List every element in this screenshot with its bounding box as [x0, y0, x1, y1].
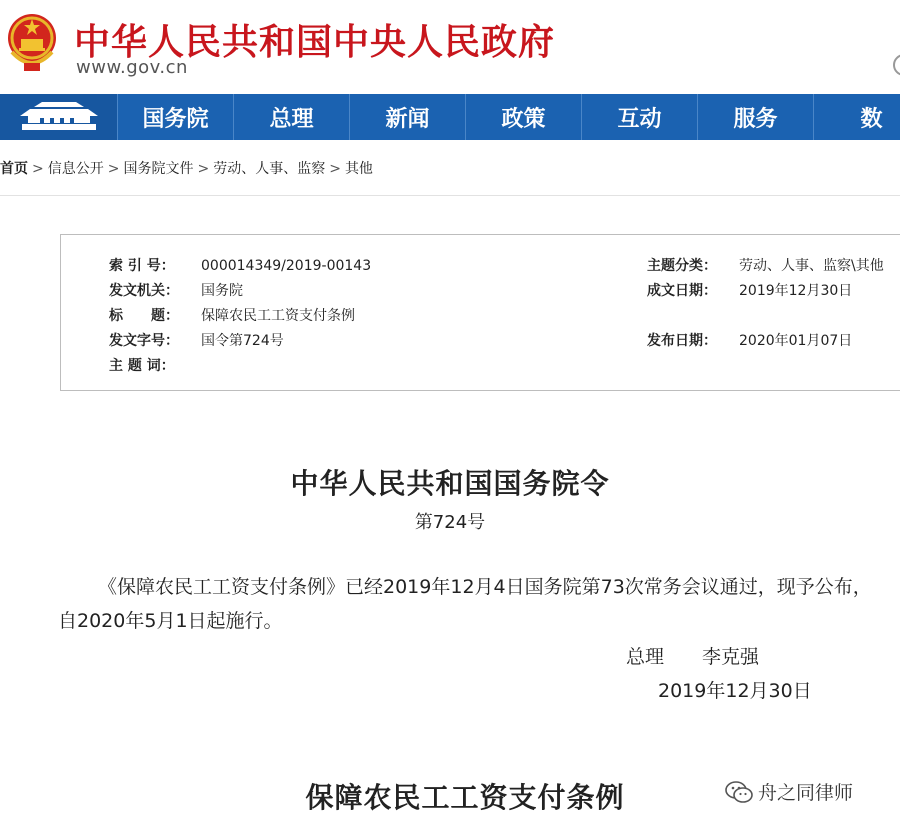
- published-value: 2020年01月07日: [739, 333, 853, 349]
- breadcrumb-separator: >: [107, 161, 120, 177]
- nav-item-data[interactable]: 数: [814, 94, 900, 140]
- breadcrumb-state-council-docs[interactable]: 国务院文件: [123, 161, 194, 177]
- docno-value: 国令第724号: [201, 333, 284, 349]
- breadcrumb-info-public[interactable]: 信息公开: [47, 161, 104, 177]
- sign-date: 2019年12月30日: [658, 680, 812, 702]
- breadcrumb-separator: >: [32, 161, 44, 177]
- watermark-text: 舟之同律师: [758, 782, 854, 804]
- info-row-category: [647, 255, 884, 275]
- document-number: 第724号: [414, 512, 486, 533]
- created-value: 2019年12月30日: [739, 283, 853, 299]
- signer-name: 李克强: [702, 646, 760, 668]
- title-label: 标 题：: [109, 308, 179, 324]
- site-url[interactable]: www.gov.cn: [76, 57, 188, 78]
- info-row-title: [109, 305, 355, 325]
- published-label: 发布日期：: [647, 333, 717, 349]
- document-info-box: [60, 234, 900, 391]
- document-title: 中华人民共和国国务院令: [290, 467, 610, 500]
- wechat-icon: [724, 779, 754, 805]
- subject-label: 主 题 词：: [109, 358, 175, 374]
- info-row-issuer: [109, 280, 243, 300]
- divider: [0, 195, 900, 196]
- info-row-subject: [109, 355, 201, 375]
- issuer-label: 发文机关：: [109, 283, 179, 299]
- national-emblem-icon[interactable]: [6, 8, 58, 74]
- title-value: 保障农民工工资支付条例: [201, 308, 355, 324]
- tiananmen-icon[interactable]: [0, 94, 118, 140]
- document-paragraph: 《保障农民工工资支付条例》已经2019年12月4日国务院第73次常务会议通过，现予公布，自2020年5月1日起施行。: [58, 576, 872, 632]
- category-value: 劳动、人事、监察\其他: [739, 258, 884, 274]
- signer-title: 总理: [626, 646, 665, 668]
- nav-item-services[interactable]: 服务: [698, 94, 814, 140]
- info-row-docno: [109, 330, 284, 350]
- issuer-value: 国务院: [201, 283, 243, 299]
- nav-item-policy[interactable]: 政策: [466, 94, 582, 140]
- docno-label: 发文字号：: [109, 333, 179, 349]
- nav-item-news[interactable]: 新闻: [350, 94, 466, 140]
- nav-item-interaction[interactable]: 互动: [582, 94, 698, 140]
- category-label: 主题分类：: [647, 258, 717, 274]
- site-title[interactable]: 中华人民共和国中央人民政府: [74, 22, 556, 63]
- nav-item-state-council[interactable]: 国务院: [118, 94, 234, 140]
- created-label: 成文日期：: [647, 283, 717, 299]
- site-header: [0, 0, 900, 92]
- watermark: [724, 778, 853, 805]
- breadcrumb: [0, 158, 373, 178]
- info-row-index: [109, 255, 371, 275]
- breadcrumb-other[interactable]: 其他: [344, 161, 373, 177]
- search-icon[interactable]: [893, 54, 900, 76]
- info-row-created: [647, 280, 852, 300]
- breadcrumb-separator: >: [329, 161, 341, 177]
- main-nav: [0, 94, 900, 140]
- info-row-published: [647, 330, 852, 350]
- nav-item-premier[interactable]: 总理: [234, 94, 350, 140]
- breadcrumb-separator: >: [197, 161, 210, 177]
- breadcrumb-home[interactable]: 首页: [0, 161, 28, 177]
- index-label: 索 引 号：: [109, 258, 175, 274]
- index-value: 000014349/2019-00143: [201, 258, 372, 274]
- regulation-title: 保障农民工工资支付条例: [305, 781, 625, 814]
- signer: [626, 642, 759, 669]
- breadcrumb-labor[interactable]: 劳动、人事、监察: [213, 161, 326, 177]
